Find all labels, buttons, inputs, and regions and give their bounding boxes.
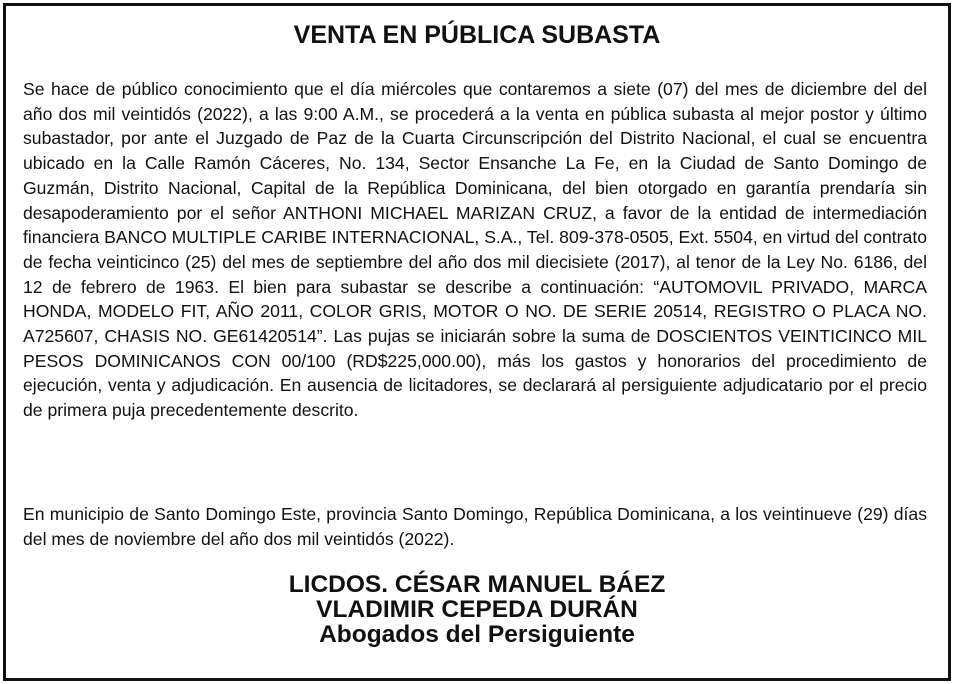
- signature-line-lawyers: LICDOS. CÉSAR MANUEL BÁEZ: [288, 571, 666, 598]
- notice-frame: [3, 3, 951, 681]
- notice-date-paragraph: En municipio de Santo Domingo Este, provincia Santo Domingo, República Dominicana, a los veintinueve (29) días del mes de noviembre del año dos mil veintidós (2022).: [23, 504, 927, 549]
- notice-title: VENTA EN PÚBLICA SUBASTA: [293, 21, 661, 49]
- notice-body-paragraph: Se hace de público conocimiento que el día miércoles que contaremos a siete (07) del mes de diciembre del del año dos mil veintidós (2022), a las 9:00 A.M., se procederá a la venta en pública subasta al mejor postor y último subastador, por ante el Juzgado de Paz de la Cuarta Circunscripción del Distrito Nacional, el cual se encuentra ubicado en la Calle Ramón Cáceres, No. 134, Sector Ensanche La Fe, en la Ciudad de Santo Domingo de Guzmán, Distrito Nacional, Capital de la República Dominicana, del bien otorgado en garantía prendaría sin desapoderamiento por el señor ANTHONI MICHAEL MARIZAN CRUZ, a favor de la entidad de intermediación financiera BANCO MULTIPLE CARIBE INTERNACIONAL, S.A., Tel. 809-378-0505, Ext. 5504, en virtud del contrato de fecha veinticinco (25) del mes de septiembre del año dos mil diecisiete (2017), al tenor de la Ley No. 6186, del 12 de febrero de 1963. El bien para subastar se describe a continuación: “AUTOMOVIL PRIVADO, MARCA HONDA, MODELO FIT, AÑO 2011, COLOR GRIS, MOTOR O NO. DE SERIE 20514, REGISTRO O PLACA NO. A725607, CHASIS NO. GE61420514”. Las pujas se iniciarán sobre la suma de DOSCIENTOS VEINTICINCO MIL PESOS DOMINICANOS CON 00/100 (RD$225,000.00), más los gastos y honorarios del procedimiento de ejecución, venta y adjudicación. En ausencia de licitadores, se declarará al persiguiente adjudicatario por el precio de primera puja precedentemente descrito.: [23, 79, 927, 421]
- signature-block: [6, 572, 948, 647]
- signature-line-role: Abogados del Persiguiente: [319, 621, 635, 648]
- signature-line-second-lawyer: VLADIMIR CEPEDA DURÁN: [316, 596, 638, 623]
